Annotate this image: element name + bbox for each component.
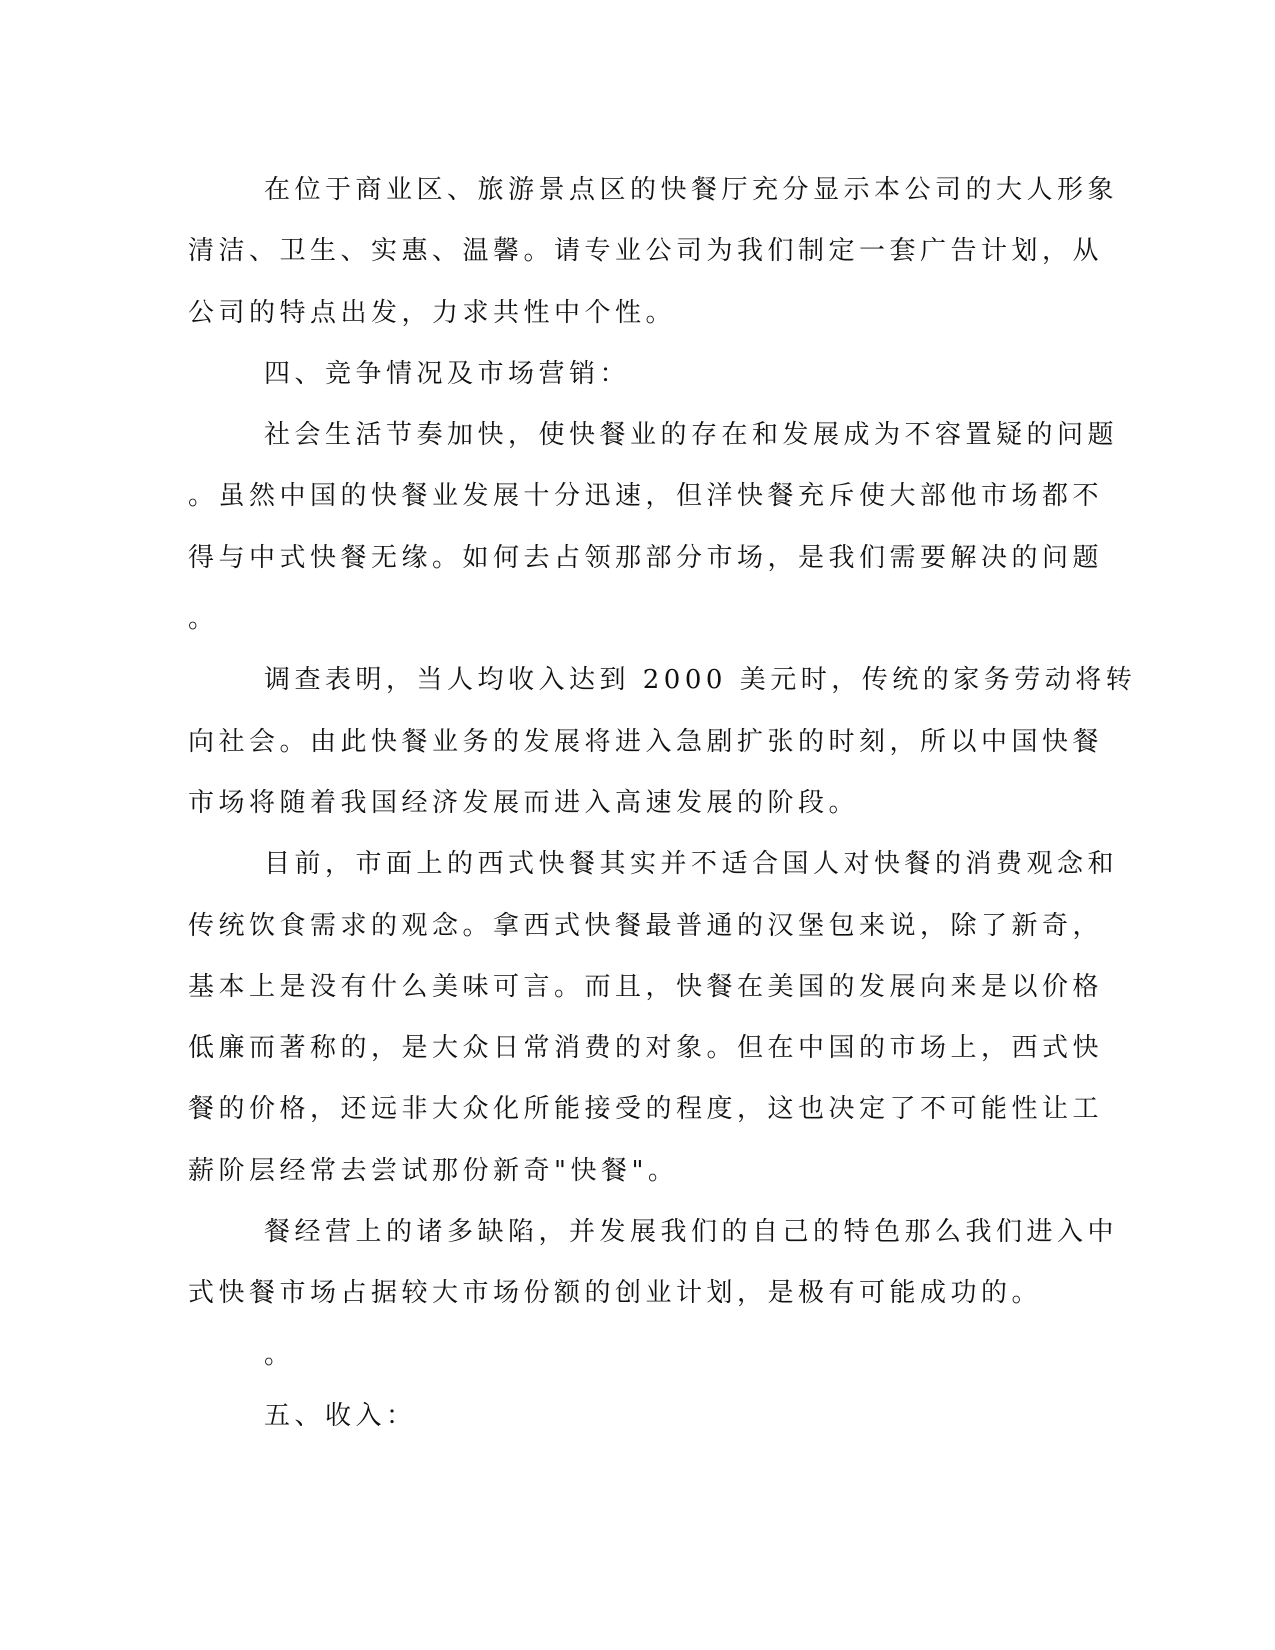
document-body (188, 160, 1137, 1447)
text-line: 基本上是没有什么美味可言。而且，快餐在美国的发展向来是以价格 (188, 971, 1104, 1002)
text-line: 清洁、卫生、实惠、温馨。请专业公司为我们制定一套广告计划，从 (188, 236, 1104, 267)
text-line: 。 (188, 604, 219, 635)
text-line: 薪阶层经常去尝试那份新奇"快餐"。 (188, 1155, 679, 1186)
text-line: 社会生活节奏加快，使快餐业的存在和发展成为不容置疑的问题 (264, 420, 1119, 451)
text-line: 调查表明，当人均收入达到 2000 美元时，传统的家务劳动将转 (264, 665, 1137, 696)
text-line: 餐的价格，还远非大众化所能接受的程度，这也决定了不可能性让工 (188, 1094, 1104, 1125)
text-line: 传统饮食需求的观念。拿西式快餐最普通的汉堡包来说，除了新奇， (188, 910, 1104, 941)
text-line: 向社会。由此快餐业务的发展将进入急剧扩张的时刻，所以中国快餐 (188, 726, 1104, 757)
section-heading: 四、竞争情况及市场营销： (264, 358, 631, 389)
text-line: 目前，市面上的西式快餐其实并不适合国人对快餐的消费观念和 (264, 849, 1119, 880)
text-line: 市场将随着我国经济发展而进入高速发展的阶段。 (188, 787, 860, 818)
section-heading: 五、收入： (264, 1400, 417, 1431)
text-line: 。虽然中国的快餐业发展十分迅速，但洋快餐充斥使大部他市场都不 (188, 481, 1104, 512)
text-line: 在位于商业区、旅游景点区的快餐厅充分显示本公司的大人形象 (264, 175, 1119, 205)
text-line: 式快餐市场占据较大市场份额的创业计划，是极有可能成功的。 (188, 1278, 1043, 1309)
text-line: 得与中式快餐无缘。如何去占领那部分市场，是我们需要解决的问题 (188, 542, 1104, 573)
text-line: 。 (264, 1339, 295, 1370)
text-line: 低廉而著称的，是大众日常消费的对象。但在中国的市场上，西式快 (188, 1033, 1104, 1064)
text-line: 公司的特点出发，力求共性中个性。 (188, 297, 677, 328)
text-line: 餐经营上的诸多缺陷，并发展我们的自己的特色那么我们进入中 (264, 1217, 1119, 1248)
